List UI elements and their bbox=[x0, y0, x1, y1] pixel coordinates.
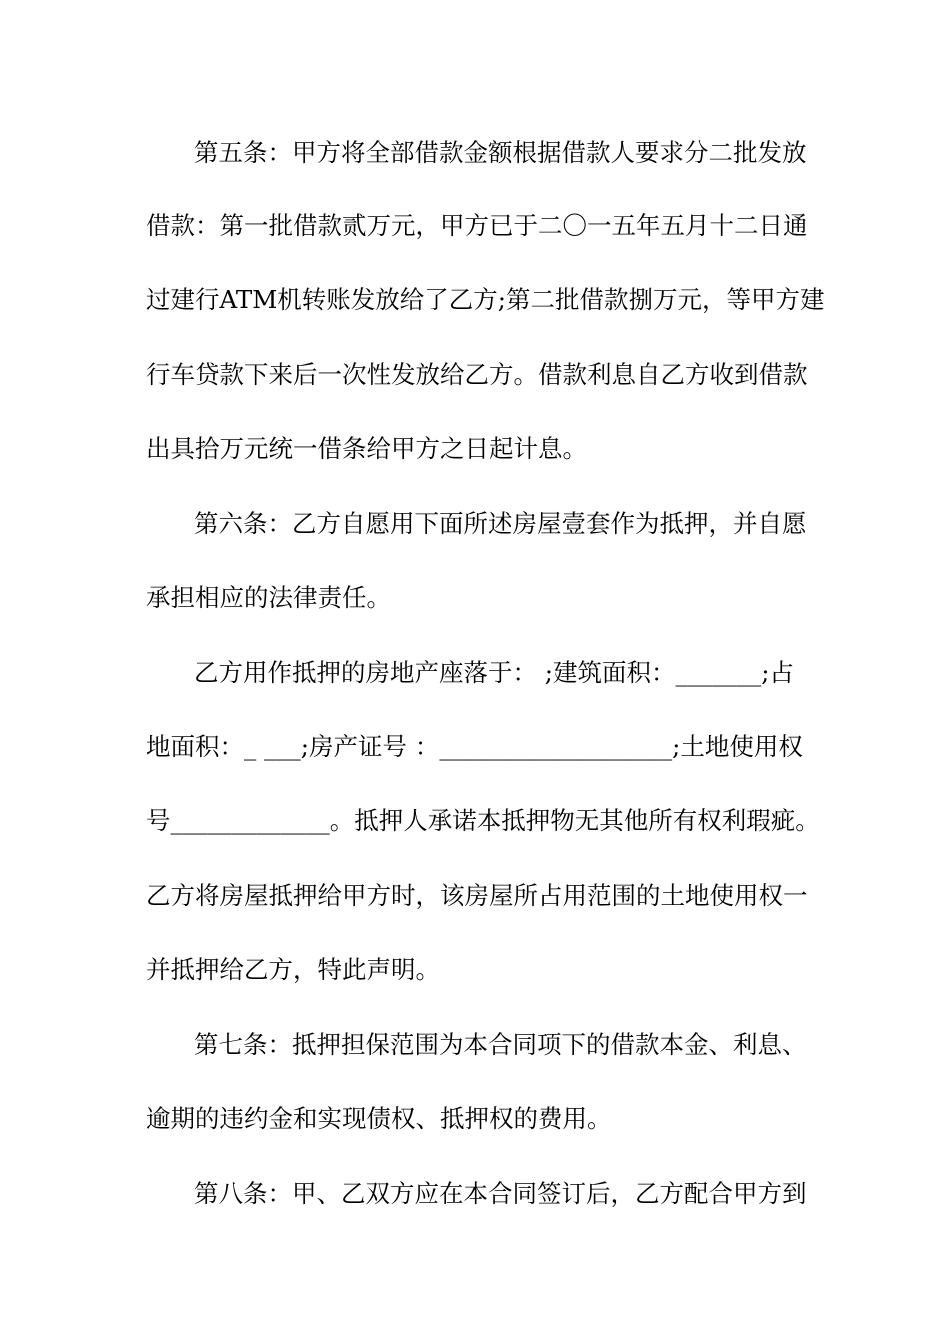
article-8-line-1: 第八条：甲、乙双方应在本合同签订后，乙方配合甲方到 bbox=[194, 1179, 807, 1208]
article-5-line-5: 出具拾万元统一借条给甲方之日起计息。 bbox=[146, 434, 587, 463]
article-7-line-2: 逾期的违约金和实现债权、抵押权的费用。 bbox=[146, 1104, 612, 1133]
article-5-line-3: 过建行ATM机转账发放给了乙方;第二批借款捌万元，等甲方建 bbox=[146, 285, 825, 314]
article-6-line-1: 第六条：乙方自愿用下面所述房屋壹套作为抵押，并自愿 bbox=[194, 509, 807, 538]
article-5-line-2: 借款：第一批借款贰万元，甲方已于二〇一五年五月十二日通 bbox=[146, 211, 808, 240]
collateral-line-4: 乙方将房屋抵押给甲方时，该房屋所占用范围的土地使用权一 bbox=[146, 881, 808, 910]
article-5-line-4: 行车贷款下来后一次性发放给乙方。借款利息自乙方收到借款 bbox=[146, 360, 808, 389]
collateral-line-1: 乙方用作抵押的房地产座落于： ;建筑面积：_______;占 bbox=[194, 658, 795, 687]
article-7-line-1: 第七条：抵押担保范围为本合同项下的借款本金、利息、 bbox=[194, 1030, 807, 1059]
collateral-line-5: 并抵押给乙方，特此声明。 bbox=[146, 955, 440, 984]
collateral-line-3: 号_____________。抵押人承诺本抵押物无其他所有权利瑕疵。 bbox=[146, 806, 820, 835]
collateral-line-2: 地面积：_ ___;房产证号 ：___________________;土地使用权 bbox=[146, 732, 803, 761]
article-6-line-2: 承担相应的法律责任。 bbox=[146, 583, 391, 612]
article-5-line-1: 第五条：甲方将全部借款金额根据借款人要求分二批发放 bbox=[194, 138, 807, 167]
